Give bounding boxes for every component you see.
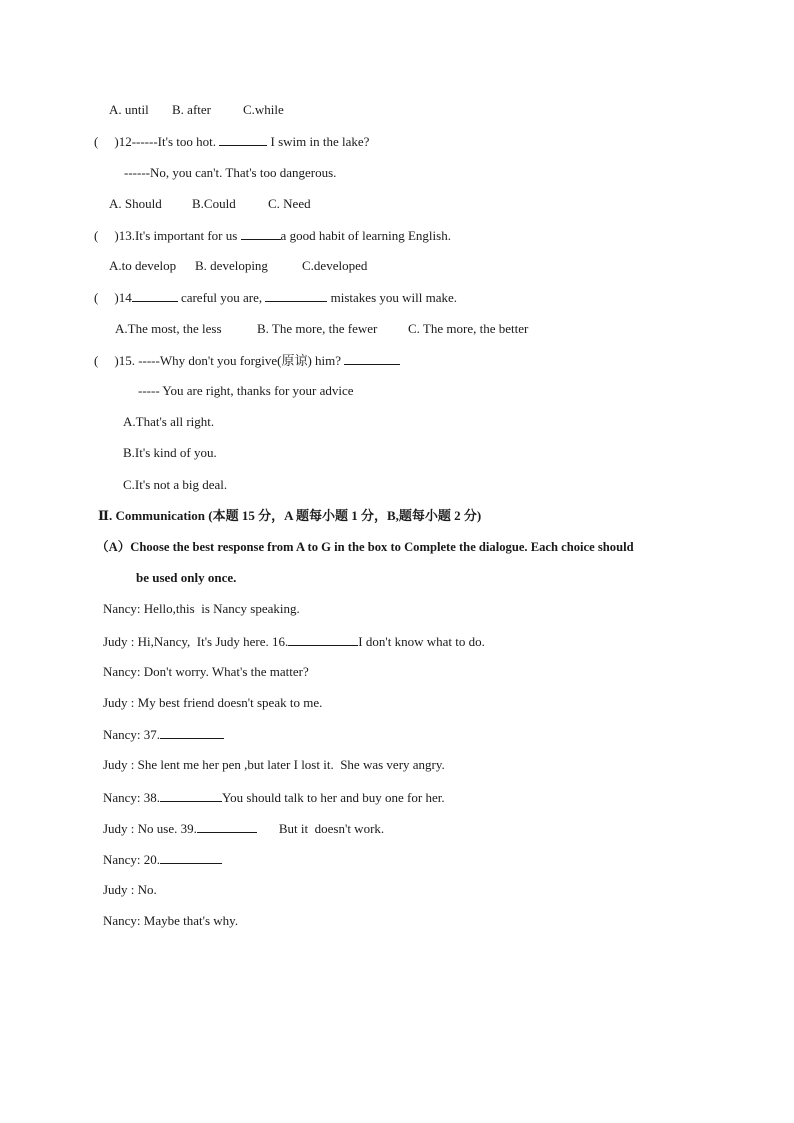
q13-option-c: C.developed [302,258,368,273]
q15-stem-text: 15. -----Why don't you forgive(原谅) him? [118,353,342,368]
q13-stem [94,227,451,244]
dialogue-line: Nancy: Hello,this is Nancy speaking. [103,601,300,616]
dialogue-line [103,820,384,837]
answer-paren-open: ( [94,228,99,243]
q15-reply: ----- You are right, thanks for your advice [138,383,354,398]
dialogue-text: You should talk to her and buy one for her. [222,790,445,805]
answer-paren-open: ( [94,290,99,305]
dialogue-line [103,851,222,868]
answer-blank[interactable] [160,851,222,864]
dialogue-line: Judy : She lent me her pen ,but later I lost it. She was very angry. [103,757,445,772]
dialogue-text: But it doesn't work. [278,821,385,836]
answer-blank[interactable] [132,289,178,302]
q12-reply: ------No, you can't. That's too dangerous. [124,165,337,180]
dialogue-line [103,633,485,650]
q12-option-c: C. Need [268,196,311,211]
answer-blank[interactable] [241,227,281,240]
answer-blank[interactable] [219,133,267,146]
q11-option-c: C.while [243,102,284,117]
q15-option-c: C.It's not a big deal. [123,477,228,492]
answer-blank[interactable] [197,820,257,833]
dialogue-text: Nancy: 20. [103,852,161,867]
q14-stem [94,289,457,306]
q14-stem-before: 14 [118,290,132,305]
instruction-line-1: （A）Choose the best response from A to G in the box to Complete the dialogue. Each choice should [96,540,634,554]
q15-stem [94,352,400,369]
answer-blank[interactable] [160,789,222,802]
dialogue-line: Nancy: Don't worry. What's the matter? [103,664,309,679]
q15-option-a: A.That's all right. [123,414,215,429]
q12-stem-after: I swim in the lake? [270,134,370,149]
dialogue-text: Judy : Hi,Nancy, It's Judy here. 16. [103,634,289,649]
answer-paren-close: ) [114,353,119,368]
q14-option-a: A.The most, the less [115,321,222,336]
q13-option-b: B. developing [195,258,268,273]
q14-option-b: B. The more, the fewer [257,321,378,336]
answer-blank[interactable] [265,289,327,302]
dialogue-text: Judy : No use. 39. [103,821,197,836]
instruction-line-2: be used only once. [136,570,237,585]
q11-option-b: B. after [172,102,211,117]
section-heading: Ⅱ. Communication (本题 15 分，A 题每小题 1 分，B,题每小题 2 分) [98,508,482,523]
answer-blank[interactable] [160,726,224,739]
q13-stem-before: 13.It's important for us [118,228,238,243]
dialogue-text: Nancy: 38. [103,790,161,805]
q12-option-a: A. Should [109,196,162,211]
dialogue-line [103,726,224,743]
q12-option-b: B.Could [192,196,236,211]
dialogue-line [103,789,445,806]
answer-paren-close: ) [114,134,119,149]
answer-paren-open: ( [94,353,99,368]
q14-stem-mid: careful you are, [180,290,263,305]
q13-option-a: A.to develop [109,258,177,273]
q14-stem-after: mistakes you will make. [330,290,458,305]
q12-stem [94,133,369,150]
dialogue-text: Nancy: 37. [103,727,161,742]
answer-paren-close: ) [114,290,119,305]
dialogue-line: Nancy: Maybe that's why. [103,913,239,928]
q14-option-c: C. The more, the better [408,321,529,336]
q15-option-b: B.It's kind of you. [123,445,217,460]
q12-stem-before: 12------It's too hot. [118,134,216,149]
q13-stem-after: a good habit of learning English. [280,228,451,243]
answer-blank[interactable] [288,633,358,646]
dialogue-text: I don't know what to do. [358,634,485,649]
answer-paren-open: ( [94,134,99,149]
dialogue-line: Judy : No. [103,882,157,897]
dialogue-line: Judy : My best friend doesn't speak to me. [103,695,323,710]
answer-paren-close: ) [114,228,119,243]
answer-blank[interactable] [344,352,400,365]
q11-option-a: A. until [109,102,149,117]
